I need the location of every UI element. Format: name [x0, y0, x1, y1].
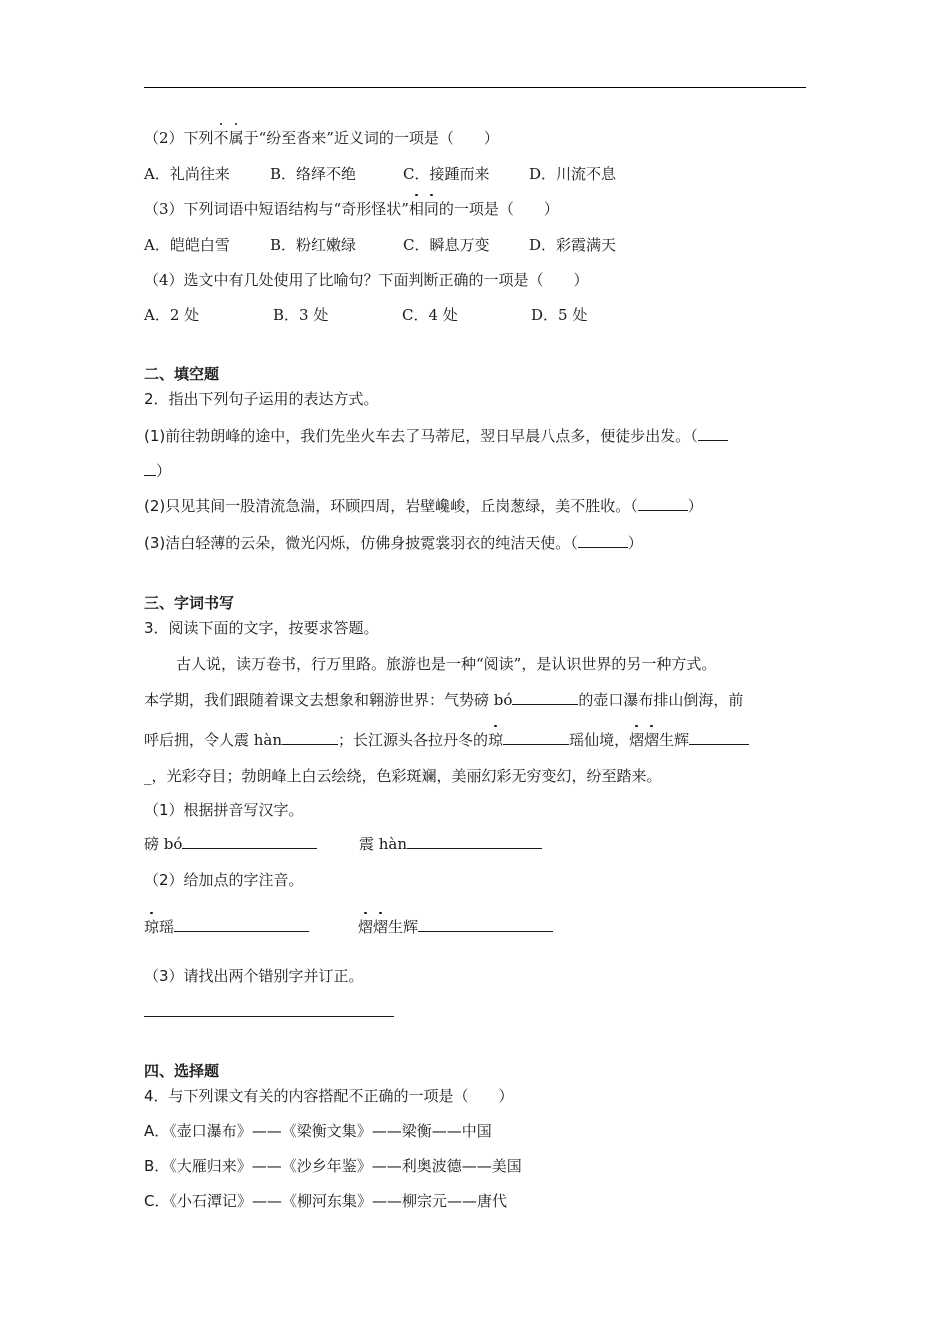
answer-blank[interactable]: [638, 496, 688, 511]
passage-line-4: _，光彩夺目；勃朗峰上白云绘绕，色彩斑斓，美丽幻彩无穷变幻，纷至踏来。: [144, 767, 662, 785]
answer-blank[interactable]: [182, 834, 317, 849]
emphasis-dot-char: 同: [423, 200, 439, 218]
q1-sub2-option-a[interactable]: A．礼尚往来: [144, 165, 230, 183]
section2-item2: (2)只见其间一股清流急湍，环顾四周，岩壁巉峻，丘岗葱绿，美不胜收。（ ）: [144, 497, 703, 515]
answer-blank[interactable]: [144, 461, 156, 476]
emphasis-dot-char: 相: [408, 200, 424, 218]
section4-option-b[interactable]: B．《大雁归来》——《沙乡年鉴》——利奥波德——美国: [144, 1157, 522, 1175]
q1-sub3-option-a[interactable]: A．皑皑白雪: [144, 236, 230, 254]
emphasis-dot-char: 熠: [373, 918, 389, 936]
section3-question: 3．阅读下面的文字，按要求答题。: [144, 619, 379, 637]
section3-sub3: （3）请找出两个错别字并订正。: [144, 967, 364, 985]
q1-sub4-option-b[interactable]: B．3 处: [273, 306, 329, 324]
sub1-answer-a: 磅 bó: [144, 834, 317, 854]
emphasis-dot-char: 熠: [629, 731, 645, 749]
section4-option-c[interactable]: C．《小石潭记》——《柳河东集》——柳宗元——唐代: [144, 1192, 507, 1210]
emphasis-dot-char: 不: [213, 129, 229, 147]
answer-blank[interactable]: [407, 834, 542, 849]
section2-item3: (3)洁白轻薄的云朵，微光闪烁，仿佛身披霓裳羽衣的纯洁天使。（ ）: [144, 534, 643, 552]
emphasis-dot-char: 熠: [358, 918, 374, 936]
sub1-answer-b: 震 hàn: [359, 834, 542, 854]
q1-sub3-option-c[interactable]: C．瞬息万变: [403, 236, 490, 254]
section4-option-a[interactable]: A．《壶口瀑布》——《梁衡文集》——梁衡——中国: [144, 1122, 492, 1140]
answer-blank[interactable]: [698, 426, 728, 441]
q1-sub2-option-d[interactable]: D．川流不息: [529, 165, 617, 183]
answer-blank[interactable]: [503, 730, 569, 745]
section2-item1-cont: ）: [144, 461, 171, 481]
q1-sub3-stem: （3）下列词语中短语结构与“奇形怪状”相同的一项是（ ）: [144, 200, 559, 218]
sub2-answer-b: 熠熠生辉: [358, 917, 553, 937]
passage-line-3: 呼后拥，令人震 hàn ；长江源头各拉丹冬的琼 瑶仙境，熠熠生辉: [144, 730, 749, 750]
sub2-answer-a: 琼瑶: [144, 917, 309, 937]
section4-question: 4．与下列课文有关的内容搭配不正确的一项是（ ）: [144, 1087, 514, 1105]
q1-sub3-option-d[interactable]: D．彩霞满天: [529, 236, 617, 254]
answer-blank[interactable]: [578, 533, 628, 548]
q1-sub2-stem: （2）下列不属于“纷至沓来”近义词的一项是（ ）: [144, 129, 499, 147]
passage-line-2: 本学期，我们跟随着课文去想象和翱游世界：气势磅 bó 的壶口瀑布排山倒海，前: [144, 691, 744, 709]
answer-blank[interactable]: [512, 690, 578, 705]
section2-item1: (1)前往勃朗峰的途中，我们先坐火车去了马蒂尼，翌日早晨八点多，便徒步出发。（: [144, 426, 728, 446]
header-rule: [144, 87, 806, 88]
passage-line-1: 古人说，读万卷书，行万里路。旅游也是一种“阅读”，是认识世界的另一种方式。: [176, 655, 717, 673]
section3-sub2: （2）给加点的字注音。: [144, 871, 304, 889]
q1-sub2-option-b[interactable]: B．络绎不绝: [270, 165, 357, 183]
q1-sub4-stem: （4）选文中有几处使用了比喻句？下面判断正确的一项是（ ）: [144, 271, 589, 289]
section4-heading: 四、选择题: [144, 1062, 220, 1080]
emphasis-dot-char: 熠: [644, 731, 660, 749]
sub3-answer-line[interactable]: [144, 1016, 394, 1017]
answer-blank[interactable]: [174, 917, 309, 932]
q1-sub4-option-c[interactable]: C．4 处: [402, 306, 458, 324]
section2-question: 2．指出下列句子运用的表达方式。: [144, 390, 379, 408]
section3-sub1: （1）根据拼音写汉字。: [144, 801, 304, 819]
emphasis-dot-char: 琼: [144, 918, 160, 936]
q1-sub2-option-c[interactable]: C．接踵而来: [403, 165, 490, 183]
emphasis-dot-char: 属: [228, 129, 244, 147]
q1-sub3-option-b[interactable]: B．粉红嫩绿: [270, 236, 357, 254]
emphasis-dot-char: 琼: [488, 731, 504, 749]
section3-heading: 三、字词书写: [144, 594, 235, 612]
q1-sub4-option-a[interactable]: A．2 处: [144, 306, 200, 324]
answer-blank[interactable]: [282, 730, 338, 745]
q1-sub4-option-d[interactable]: D．5 处: [531, 306, 588, 324]
section2-heading: 二、填空题: [144, 365, 220, 383]
answer-blank[interactable]: [689, 730, 749, 745]
answer-blank[interactable]: [418, 917, 553, 932]
